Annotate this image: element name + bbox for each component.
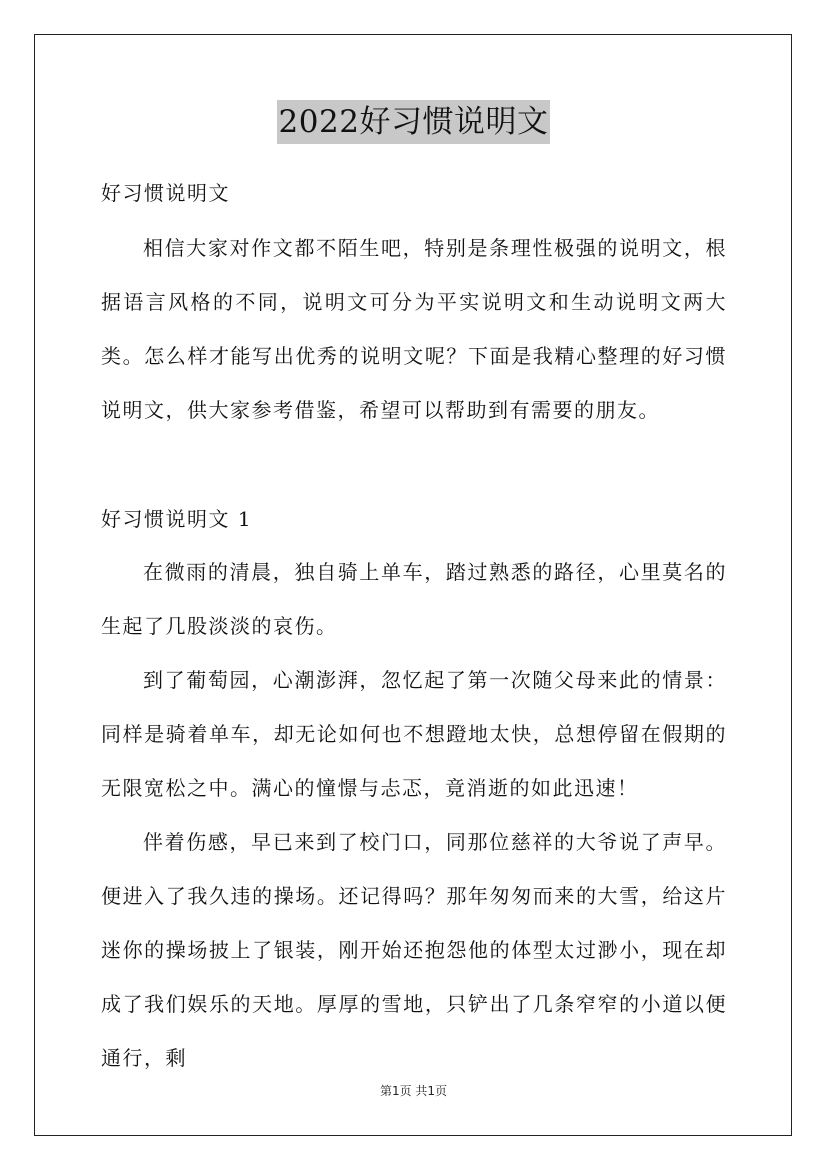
title-container bbox=[0, 100, 827, 144]
page-footer: 第1页 共1页 bbox=[379, 1084, 448, 1098]
intro-paragraph: 相信大家对作文都不陌生吧，特别是条理性极强的说明文，根据语言风格的不同，说明文可分为平实说明文和生动说明文两大类。怎么样才能写出优秀的说明文呢？下面是我精心整理的好习惯说明文，供大家参考借鉴，希望可以帮助到有需要的朋友。 bbox=[101, 236, 727, 422]
document-title: 2022好习惯说明文 bbox=[277, 100, 551, 144]
section-heading-essay-1: 好习惯说明文 1 bbox=[101, 507, 253, 531]
section-heading-intro: 好习惯说明文 bbox=[101, 181, 230, 205]
body-paragraph-2: 到了葡萄园，心潮澎湃，忽忆起了第一次随父母来此的情景：同样是骑着单车，却无论如何也不想蹬地太快，总想停留在假期的无限宽松之中。满心的憧憬与忐忑，竟消逝的如此迅速！ bbox=[101, 668, 727, 800]
body-paragraph-1: 在微雨的清晨，独自骑上单车，踏过熟悉的路径，心里莫名的生起了几股淡淡的哀伤。 bbox=[101, 560, 727, 638]
body-paragraph-3: 伴着伤感，早已来到了校门口，同那位慈祥的大爷说了声早。便进入了我久违的操场。还记得吗？那年匆匆而来的大雪，给这片迷你的操场披上了银装，刚开始还抱怨他的体型太过渺小，现在却成了我们娱乐的天地。厚厚的雪地，只铲出了几条窄窄的小道以便通行，剩 bbox=[101, 830, 727, 1070]
